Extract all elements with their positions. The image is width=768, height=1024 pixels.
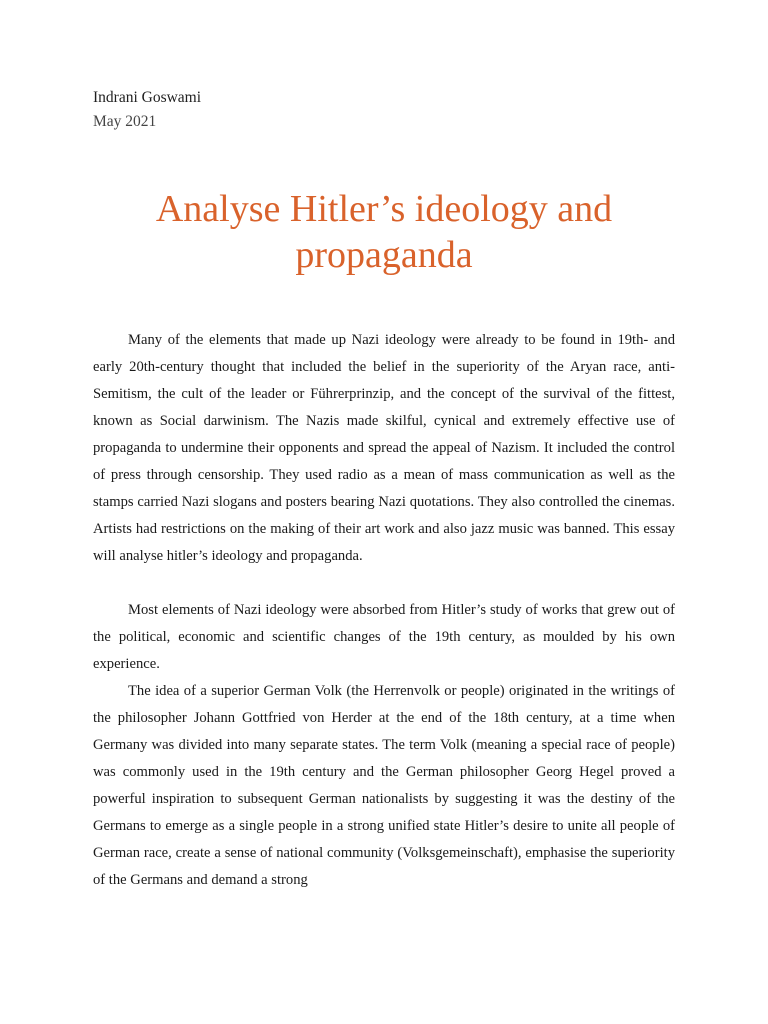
body-paragraph: The idea of a superior German Volk (the Herrenvolk or people) originated in the writings of the philosopher Johann Gottfried von Herder at the end of the 18th century, at a time when Germany was divided into many separate states. The term Volk (meaning a special race of people) was commonly used in the 19th century and the German philosopher Georg Hegel proved a powerful inspiration to subsequent German nationalists by suggesting it was the destiny of the Germans to emerge as a single people in a strong unified state Hitler’s desire to unite all people of German race, create a sense of national community (Volksgemeinschaft), emphasise the superiority of the Germans and demand a strong [93, 683, 675, 888]
document-title: Analyse Hitler’s ideology and propaganda [155, 188, 613, 276]
document-body [93, 327, 675, 894]
author-name: Indrani Goswami [93, 89, 202, 106]
body-paragraph: Many of the elements that made up Nazi ideology were already to be found in 19th- and early 20th-century thought that included the belief in the superiority of the Aryan race, anti-Semitism, the cult of the leader or Führerprinzip, and the concept of the survival of the fittest, known as Social darwinism. The Nazis made skilful, cynical and extremely effective use of propaganda to undermine their opponents and spread the appeal of Nazism. It included the control of press through censorship. They used radio as a mean of mass communication as well as the stamps carried Nazi slogans and posters bearing Nazi quotations. They also controlled the cinemas. Artists had restrictions on the making of their art work and also jazz music was banned. This essay will analyse hitler’s ideology and propaganda. [93, 332, 675, 564]
document-date: May 2021 [93, 113, 157, 130]
body-paragraph: Most elements of Nazi ideology were absorbed from Hitler’s study of works that grew out of the political, economic and scientific changes of the 19th century, as moulded by his own experience. [93, 602, 675, 672]
